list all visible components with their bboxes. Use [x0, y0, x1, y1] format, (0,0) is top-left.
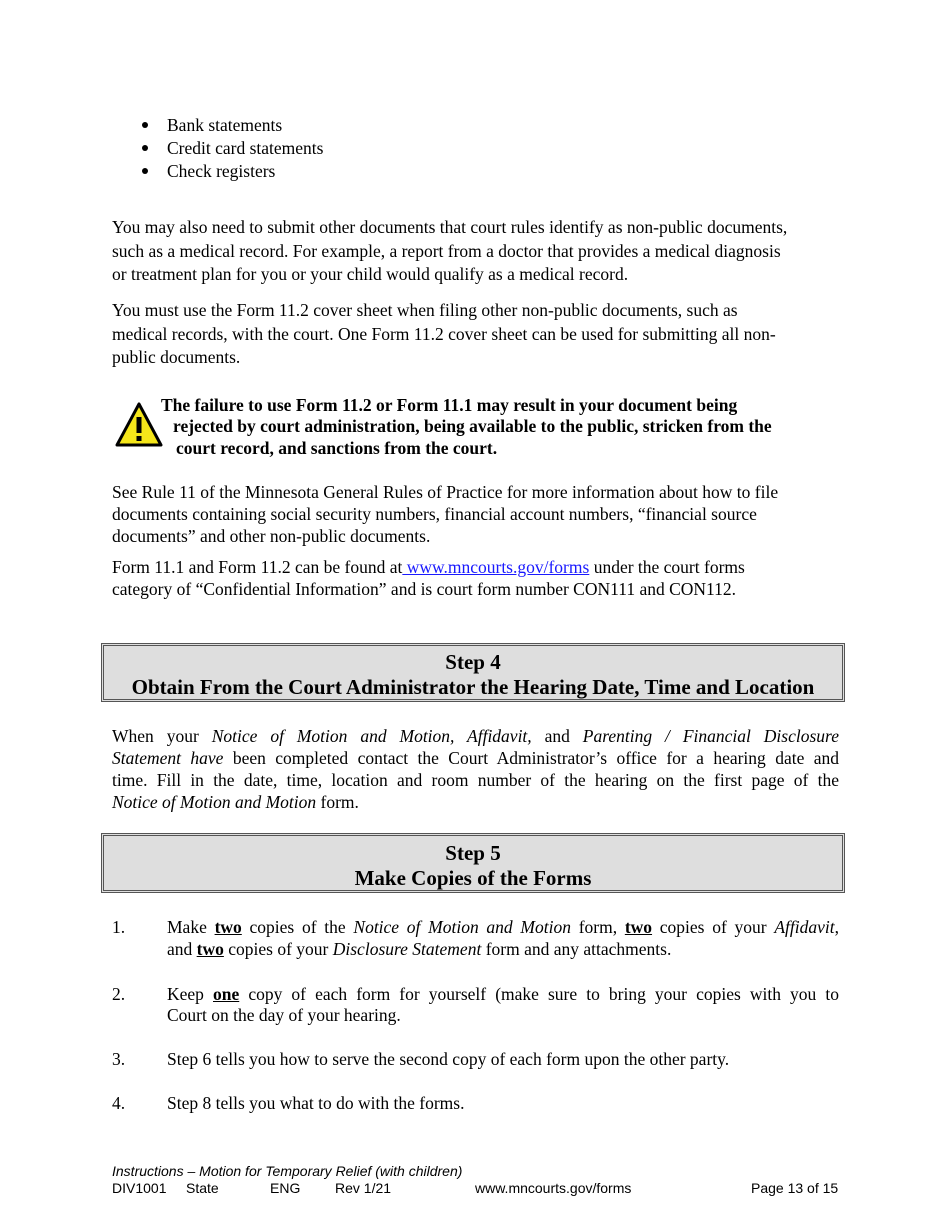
mncourts-forms-link[interactable]: www.mncourts.gov/forms [402, 557, 590, 577]
bullet-icon [142, 145, 148, 151]
step-subtitle: Make Copies of the Forms [354, 866, 592, 890]
footer-form-code: DIV1001 [112, 1180, 167, 1196]
warning-icon [114, 401, 164, 448]
bullet-item: Credit card statements [167, 138, 324, 158]
footer-page-number: Page 13 of 15 [751, 1180, 839, 1196]
footer-state: State [186, 1180, 219, 1196]
list-item: Make two copies of the Notice of Motion and Motion form, two copies of your Affidavit, [167, 917, 839, 937]
list-number: 4. [112, 1093, 126, 1113]
footer-url: www.mncourts.gov/forms [475, 1180, 632, 1196]
bullet-icon [142, 122, 148, 128]
bullet-item: Bank statements [167, 115, 283, 135]
step-title: Step 5 [445, 841, 501, 865]
step-4-header [101, 643, 845, 702]
step-subtitle: Obtain From the Court Administrator the Hearing Date, Time and Location [131, 675, 815, 699]
step-5-header [101, 833, 845, 893]
footer-title: Instructions – Motion for Temporary Relief (with children) [112, 1163, 463, 1179]
list-number: 3. [112, 1049, 126, 1069]
list-item: Keep one copy of each form for yourself (make sure to bring your copies with you to [167, 984, 839, 1004]
footer-revision: Rev 1/21 [335, 1180, 392, 1196]
bullet-item: Check registers [167, 161, 276, 181]
bullet-icon [142, 168, 148, 174]
footer-language: ENG [270, 1180, 301, 1196]
step-title: Step 4 [445, 650, 501, 674]
list-number: 2. [112, 984, 126, 1004]
list-item: Step 6 tells you how to serve the second copy of each form upon the other party. [167, 1049, 730, 1069]
list-number: 1. [112, 917, 126, 937]
list-item: Step 8 tells you what to do with the forms. [167, 1093, 465, 1113]
